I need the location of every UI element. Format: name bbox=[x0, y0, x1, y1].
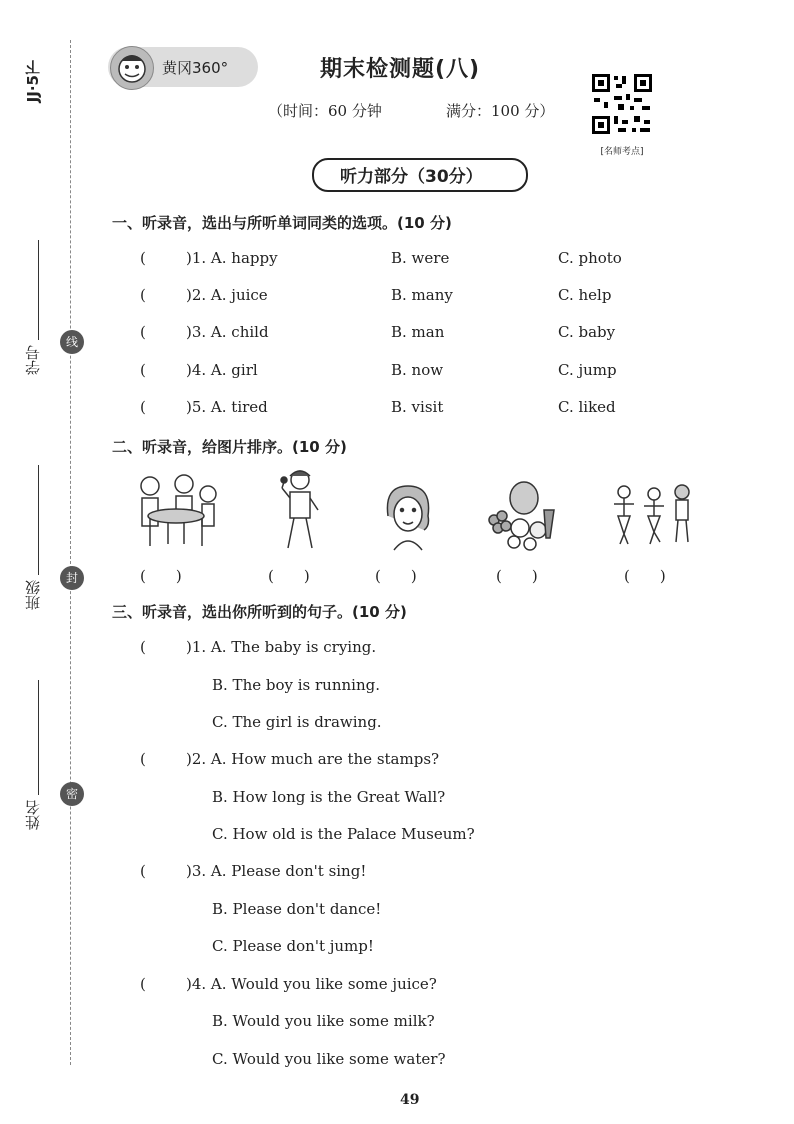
page-number: 49 bbox=[400, 1092, 420, 1108]
answer-blank[interactable]: ( bbox=[140, 361, 146, 379]
answer-blank[interactable]: ( bbox=[140, 638, 146, 656]
student-id-field[interactable] bbox=[38, 240, 39, 340]
q3-option-b: B. How long is the Great Wall? bbox=[212, 788, 446, 806]
series-code: JJ·5下 bbox=[24, 60, 42, 103]
picture-woman-portrait bbox=[380, 482, 436, 556]
brand-mascot-icon bbox=[110, 46, 154, 90]
seal-line: 线 bbox=[60, 330, 84, 354]
picture-order-blank[interactable]: ( ) bbox=[496, 567, 538, 585]
answer-blank[interactable]: ( bbox=[140, 323, 146, 341]
q1-option-a: )4. A. girl bbox=[186, 361, 258, 379]
answer-blank[interactable]: ( bbox=[140, 975, 146, 993]
q1-option-b: B. visit bbox=[391, 398, 444, 416]
label-student-id: 学号 bbox=[24, 345, 42, 375]
q1-option-b: B. were bbox=[391, 249, 450, 267]
q3-option-b: B. The boy is running. bbox=[212, 676, 380, 694]
q1-option-a: )3. A. child bbox=[186, 323, 269, 341]
q1-option-c: C. liked bbox=[558, 398, 616, 416]
name-field[interactable] bbox=[38, 680, 39, 795]
binding-dashed-line bbox=[70, 40, 71, 1065]
q3-option-b: B. Please don't dance! bbox=[212, 900, 382, 918]
answer-blank[interactable]: ( bbox=[140, 286, 146, 304]
q3-option-a: )1. A. The baby is crying. bbox=[186, 638, 377, 656]
exam-time: （时间：60 分钟 bbox=[268, 102, 382, 120]
picture-boy-singing bbox=[276, 468, 326, 558]
answer-blank[interactable]: ( bbox=[140, 862, 146, 880]
q3-option-a: )3. A. Please don't sing! bbox=[186, 862, 367, 880]
seal-secret: 密 bbox=[60, 782, 84, 806]
q3-option-a: )2. A. How much are the stamps? bbox=[186, 750, 440, 768]
q3-option-b: B. Would you like some milk? bbox=[212, 1012, 435, 1030]
q1-option-a: )2. A. juice bbox=[186, 286, 268, 304]
q3-option-c: C. Please don't jump! bbox=[212, 937, 374, 955]
q1-option-b: B. man bbox=[391, 323, 445, 341]
picture-dancing-girls bbox=[610, 482, 696, 550]
qr-code-icon[interactable] bbox=[590, 72, 654, 136]
label-class: 班级 bbox=[24, 580, 42, 610]
q1-option-b: B. now bbox=[391, 361, 444, 379]
picture-children-at-table bbox=[132, 470, 224, 556]
q3-heading: 三、听录音，选出你所听到的句子。(10 分) bbox=[112, 603, 407, 621]
picture-order-blank[interactable]: ( ) bbox=[375, 567, 417, 585]
q1-option-c: C. photo bbox=[558, 249, 622, 267]
answer-blank[interactable]: ( bbox=[140, 398, 146, 416]
q3-option-c: C. How old is the Palace Museum? bbox=[212, 825, 475, 843]
exam-score: 满分：100 分） bbox=[446, 102, 555, 120]
q3-option-c: C. The girl is drawing. bbox=[212, 713, 382, 731]
picture-fruit-basket bbox=[484, 480, 562, 556]
q2-heading: 二、听录音，给图片排序。(10 分) bbox=[112, 438, 347, 456]
q3-option-a: )4. A. Would you like some juice? bbox=[186, 975, 437, 993]
q1-option-c: C. baby bbox=[558, 323, 616, 341]
answer-blank[interactable]: ( bbox=[140, 249, 146, 267]
q3-option-c: C. Would you like some water? bbox=[212, 1050, 446, 1068]
brand-name: 黄冈360° bbox=[162, 59, 229, 77]
answer-blank[interactable]: ( bbox=[140, 750, 146, 768]
q1-option-a: )1. A. happy bbox=[186, 249, 278, 267]
seal-seal: 封 bbox=[60, 566, 84, 590]
class-field[interactable] bbox=[38, 465, 39, 575]
q1-option-c: C. help bbox=[558, 286, 612, 304]
picture-order-blank[interactable]: ( ) bbox=[140, 567, 182, 585]
picture-order-blank[interactable]: ( ) bbox=[268, 567, 310, 585]
q1-option-a: )5. A. tired bbox=[186, 398, 268, 416]
label-name: 姓名 bbox=[24, 800, 42, 830]
page-title: 期末检测题(八) bbox=[320, 57, 481, 82]
q1-option-b: B. many bbox=[391, 286, 453, 304]
q1-heading: 一、听录音，选出与所听单词同类的选项。(10 分) bbox=[112, 214, 452, 232]
picture-order-blank[interactable]: ( ) bbox=[624, 567, 666, 585]
listening-section-title: 听力部分（30分） bbox=[340, 167, 483, 187]
qr-caption: [名师考点] bbox=[600, 147, 644, 157]
q1-option-c: C. jump bbox=[558, 361, 617, 379]
